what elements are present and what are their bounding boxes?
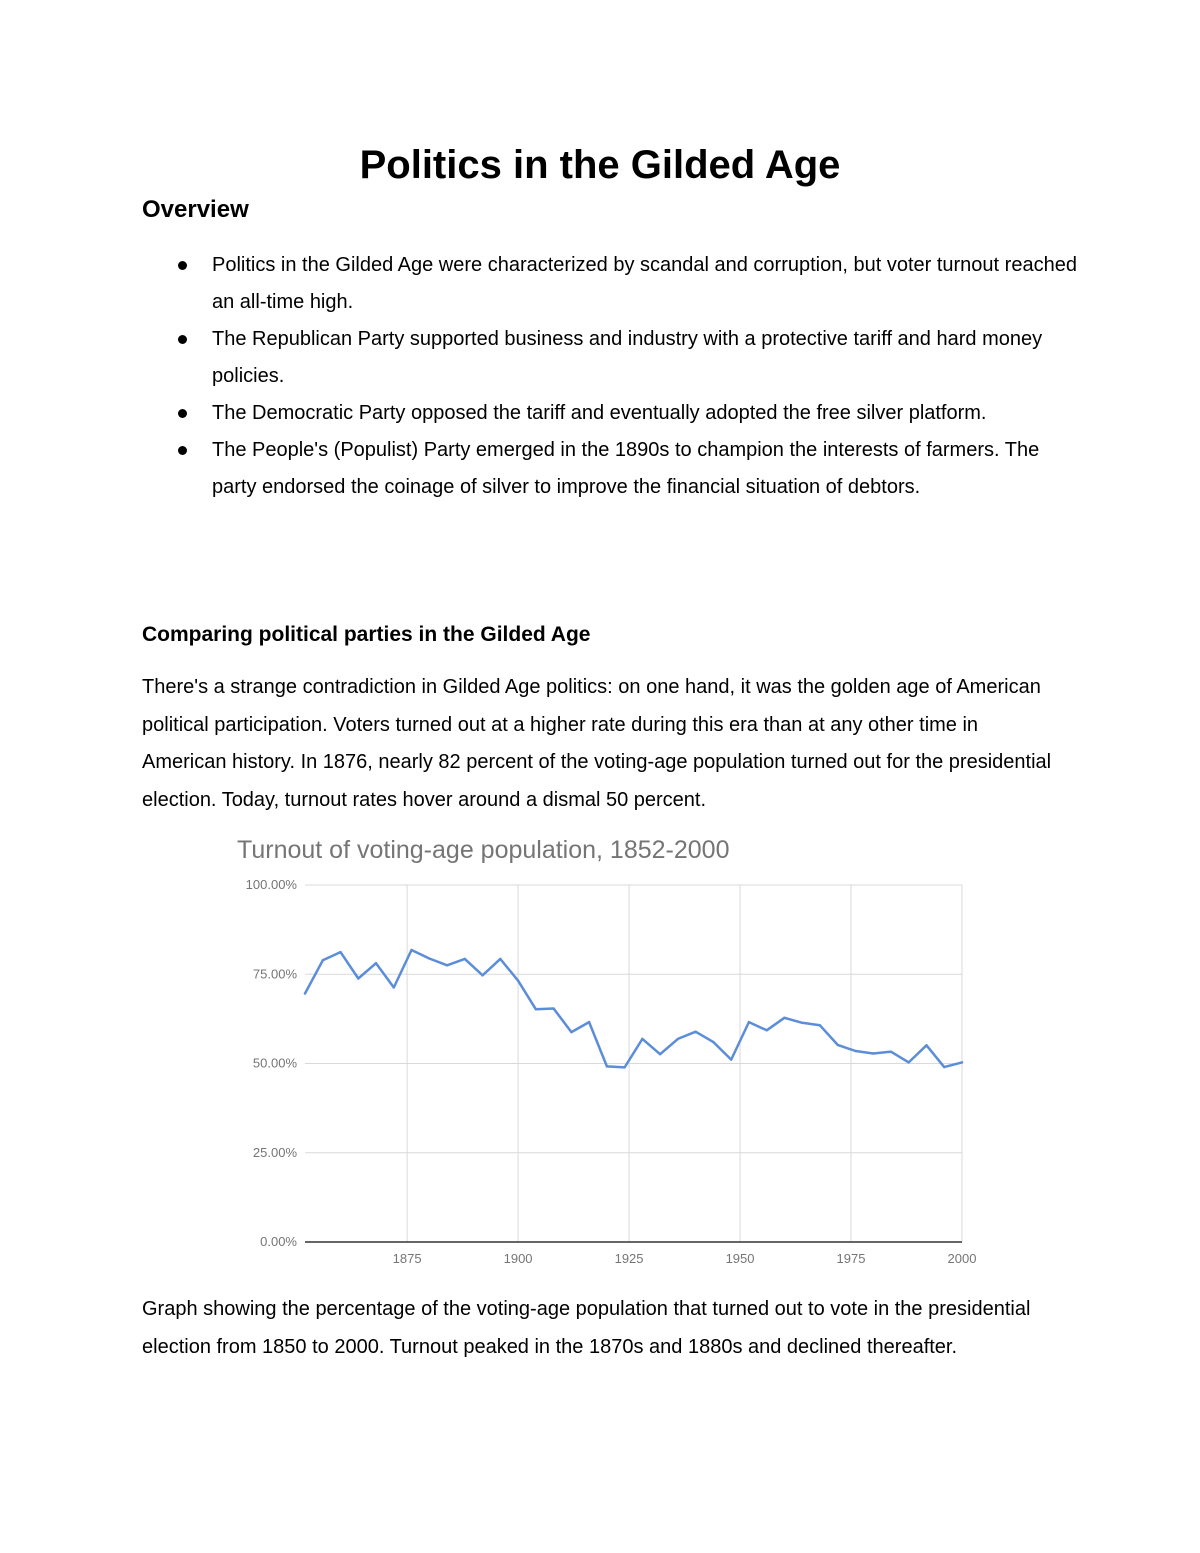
data-point [748, 1021, 750, 1023]
body-paragraph: There's a strange contradiction in Gilded Age politics: on one hand, it was the golden age of American political participation. Voters turned out at a higher rate during this era than at any other time in American history. In 1876, nearly 82 percent of the voting-age population turned out for the presidential election. Today, turnout rates hover around a dismal 50 percent. [142, 676, 1052, 811]
list-item [142, 321, 1082, 395]
data-point [606, 1065, 608, 1067]
data-point [677, 1038, 679, 1040]
x-tick-label: 1900 [503, 1251, 533, 1266]
page-title: Politics in the Gilded Age [359, 143, 841, 187]
data-point [322, 959, 324, 961]
data-point [801, 1022, 803, 1024]
data-point [712, 1041, 714, 1043]
data-point [410, 949, 412, 951]
x-tick-label: 1875 [392, 1251, 422, 1266]
data-point [552, 1007, 554, 1009]
bullet-dot-icon [178, 261, 187, 270]
bullet-dot-icon [178, 446, 187, 455]
chart-canvas [222, 828, 1002, 1278]
compare-heading: Comparing political parties in the Gilded Age [142, 623, 591, 646]
data-point [819, 1024, 821, 1026]
data-point [357, 977, 359, 979]
x-tick-label: 2000 [947, 1251, 977, 1266]
data-point [446, 964, 448, 966]
data-point [517, 979, 519, 981]
bullet-text: The People's (Populist) Party emerged in the 1890s to champion the interests of farmers. The party endorsed the coinage of silver to improve the financial situation of debtors. [212, 439, 1040, 498]
data-point [393, 986, 395, 988]
data-point [765, 1029, 767, 1031]
overview-bullet-list [142, 247, 1082, 506]
y-tick-label: 100.00% [245, 877, 297, 892]
bullet-dot-icon [178, 409, 187, 418]
data-point [339, 951, 341, 953]
data-point [837, 1044, 839, 1046]
data-point [481, 974, 483, 976]
x-tick-label: 1975 [836, 1251, 866, 1266]
data-point [623, 1066, 625, 1068]
data-point [925, 1044, 927, 1046]
chart-caption: Graph showing the percentage of the voting-age population that turned out to vote in the presidential election from 1850 to 2000. Turnout peaked in the 1870s and 1880s and declined thereafter. [142, 1298, 1031, 1358]
data-point [872, 1052, 874, 1054]
data-point [304, 992, 306, 994]
y-tick-label: 25.00% [252, 1144, 297, 1160]
y-tick-label: 75.00% [252, 966, 297, 982]
bullet-dot-icon [178, 335, 187, 344]
data-point [943, 1066, 945, 1068]
bullet-text: The Democratic Party opposed the tariff and eventually adopted the free silver platform. [212, 402, 987, 424]
data-point [890, 1051, 892, 1053]
data-point [499, 958, 501, 960]
series-line-turnout [305, 950, 962, 1067]
bullet-text: The Republican Party supported business and industry with a protective tariff and hard money policies. [212, 328, 1043, 387]
data-point [641, 1038, 643, 1040]
data-point [854, 1050, 856, 1052]
turnout-chart [222, 828, 1002, 1278]
data-point [375, 962, 377, 964]
data-point [730, 1058, 732, 1060]
x-tick-label: 1950 [725, 1251, 755, 1266]
overview-heading: Overview [142, 196, 249, 223]
data-point [694, 1031, 696, 1033]
data-point [908, 1061, 910, 1063]
data-point [535, 1008, 537, 1010]
data-point [428, 957, 430, 959]
list-item [142, 432, 1082, 506]
data-point [783, 1017, 785, 1019]
data-point [961, 1061, 963, 1063]
bullet-text: Politics in the Gilded Age were characterized by scandal and corruption, but voter turnout reached an all-time high. [212, 254, 1077, 313]
y-tick-label: 50.00% [252, 1055, 297, 1071]
data-point [464, 958, 466, 960]
data-point [659, 1053, 661, 1055]
data-point [588, 1021, 590, 1023]
x-tick-label: 1925 [614, 1251, 644, 1266]
chart-title: Turnout of voting-age population, 1852-2000 [237, 836, 730, 864]
data-point [570, 1031, 572, 1033]
y-tick-label: 0.00% [260, 1234, 297, 1249]
list-item [142, 395, 1082, 432]
list-item [142, 247, 1082, 321]
